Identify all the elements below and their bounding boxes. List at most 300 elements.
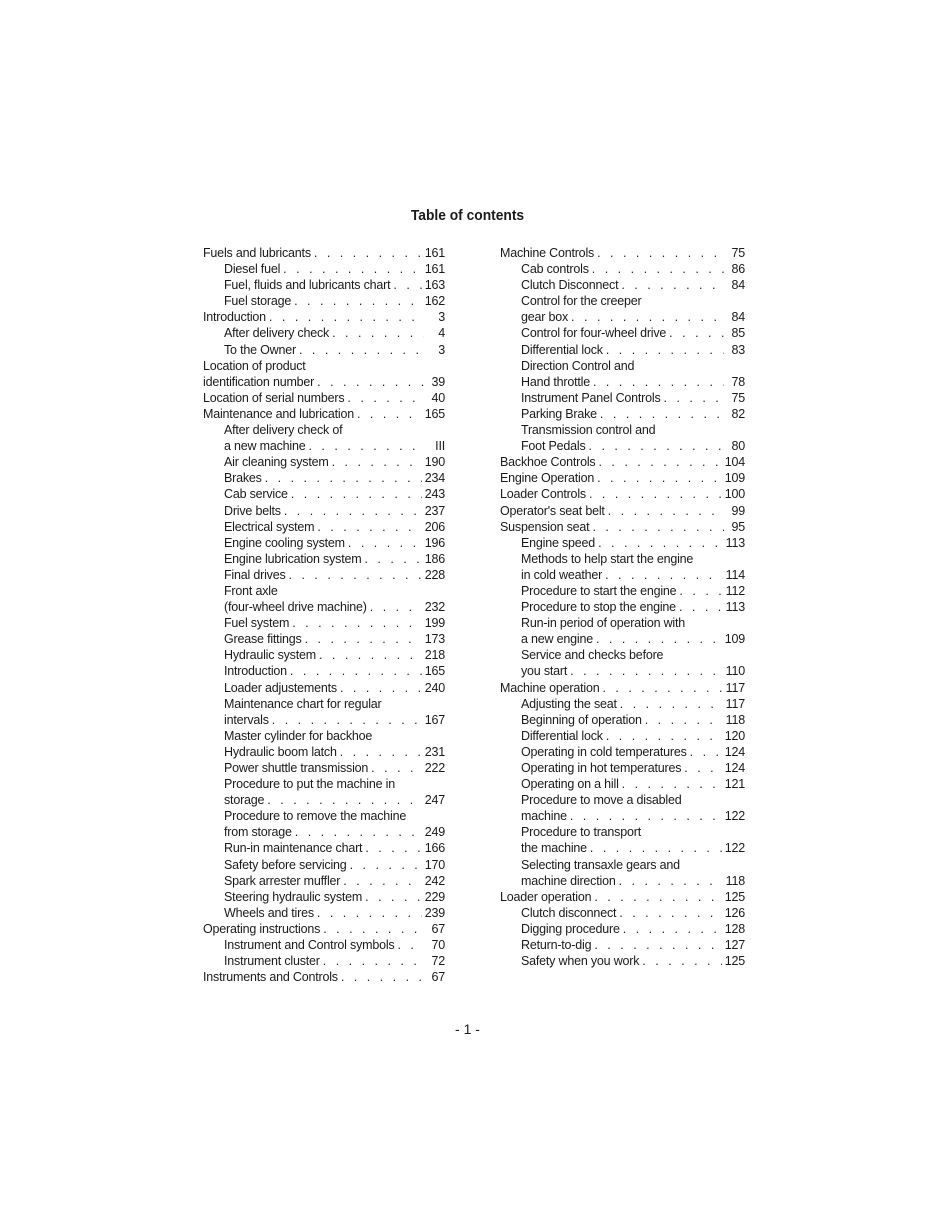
toc-dot-leader — [323, 953, 424, 969]
toc-entry-page: 173 — [424, 632, 445, 647]
toc-dot-leader — [690, 744, 722, 760]
toc-entry — [203, 921, 445, 937]
toc-entry-page: 167 — [424, 712, 445, 727]
toc-entry — [500, 438, 745, 454]
toc-entry-page: 165 — [424, 664, 445, 679]
toc-entry — [203, 728, 445, 744]
toc-entry-label: Procedure to stop the engine — [521, 600, 676, 615]
toc-dot-leader — [600, 406, 724, 422]
toc-entry — [203, 647, 445, 663]
toc-entry-label: Fuel storage — [224, 294, 292, 309]
toc-entry — [203, 358, 445, 374]
toc-entry — [203, 470, 445, 486]
toc-entry-page: 85 — [731, 326, 745, 341]
toc-dot-leader — [393, 277, 421, 293]
toc-entry — [203, 889, 445, 905]
toc-dot-leader — [370, 599, 422, 615]
toc-entry — [500, 712, 745, 728]
toc-entry-page: 186 — [424, 551, 445, 566]
toc-entry — [500, 454, 745, 470]
toc-entry — [500, 615, 745, 631]
toc-entry — [203, 680, 445, 696]
toc-entry-label: Safety when you work — [521, 954, 640, 969]
toc-entry-label: Hand throttle — [521, 374, 590, 389]
toc-entry-label: Procedure to transport — [521, 825, 641, 840]
toc-dot-leader — [295, 824, 422, 840]
toc-dot-leader — [669, 325, 724, 341]
toc-entry — [203, 325, 445, 341]
toc-entry-label: Instrument cluster — [224, 954, 320, 969]
toc-entry-label: Return-to-dig — [521, 938, 592, 953]
toc-entry-page: 112 — [725, 583, 745, 598]
toc-dot-leader — [341, 969, 424, 985]
toc-dot-leader — [347, 390, 424, 406]
toc-entry — [203, 374, 445, 390]
toc-entry-page: 40 — [431, 390, 445, 405]
toc-entry-page: 83 — [731, 342, 745, 357]
toc-entry — [203, 390, 445, 406]
toc-dot-leader — [594, 889, 721, 905]
toc-dot-leader — [284, 503, 422, 519]
toc-dot-leader — [397, 937, 424, 953]
toc-entry — [203, 261, 445, 277]
toc-entry-page: 109 — [724, 632, 745, 647]
toc-entry-label: Operating on a hill — [521, 777, 619, 792]
toc-entry — [500, 744, 745, 760]
toc-entry — [203, 663, 445, 679]
toc-entry — [203, 342, 445, 358]
toc-entry-page: 128 — [724, 921, 745, 936]
toc-entry-label: Brakes — [224, 471, 262, 486]
toc-entry — [203, 406, 445, 422]
toc-dot-leader — [606, 728, 722, 744]
toc-entry — [500, 470, 745, 486]
toc-dot-leader — [289, 567, 422, 583]
toc-dot-leader — [343, 873, 421, 889]
toc-dot-leader — [620, 696, 723, 712]
toc-entry-page: 162 — [424, 294, 445, 309]
toc-entry — [203, 519, 445, 535]
toc-entry — [203, 937, 445, 953]
toc-dot-leader — [597, 470, 722, 486]
toc-entry-page: 124 — [724, 761, 745, 775]
toc-entry-label: Diesel fuel — [224, 262, 281, 277]
toc-dot-leader — [365, 840, 421, 856]
toc-entry-page: 122 — [724, 841, 745, 856]
toc-entry-page: 240 — [424, 680, 445, 695]
page-number: - 1 - — [455, 1021, 480, 1037]
toc-entry-page: 86 — [731, 262, 745, 277]
toc-entry-label: Fuels and lubricants — [203, 246, 311, 260]
toc-entry — [203, 277, 445, 293]
toc-entry-page: 234 — [424, 471, 445, 486]
toc-dot-leader — [589, 438, 724, 454]
toc-entry-label: Loader Controls — [500, 487, 586, 502]
toc-dot-leader — [664, 390, 724, 406]
toc-dot-leader — [269, 309, 424, 325]
toc-entry-page: 67 — [431, 921, 445, 936]
toc-entry-page: 122 — [724, 809, 745, 824]
toc-entry — [500, 519, 745, 535]
toc-entry-page: 118 — [725, 712, 745, 727]
toc-entry-label: Run-in maintenance chart — [224, 841, 363, 856]
toc-entry-page: 118 — [725, 873, 745, 888]
toc-entry-label: Operating in hot temperatures — [521, 761, 682, 775]
toc-entry — [203, 744, 445, 760]
toc-entry-label: Introduction — [224, 664, 287, 679]
toc-entry-page: 243 — [424, 487, 445, 502]
toc-entry-label: Machine Controls — [500, 246, 595, 260]
toc-entry-page: 125 — [724, 889, 745, 904]
toc-entry — [500, 406, 745, 422]
toc-entry-label: Procedure to put the machine in — [224, 777, 395, 792]
toc-entry-page: 232 — [424, 600, 445, 615]
toc-entry-page: 161 — [424, 262, 445, 277]
toc-entry-page: 125 — [724, 954, 745, 969]
toc-entry-page: 249 — [424, 825, 445, 840]
toc-entry-label: identification number — [203, 374, 315, 389]
toc-entry-label: Electrical system — [224, 519, 315, 534]
toc-entry — [500, 325, 745, 341]
toc-right-column — [500, 245, 745, 969]
toc-dot-leader — [598, 535, 723, 551]
toc-dot-leader — [317, 519, 421, 535]
toc-dot-leader — [590, 840, 722, 856]
toc-entry-label: Maintenance chart for regular — [224, 696, 382, 711]
toc-entry-label: Wheels and tires — [224, 905, 314, 920]
toc-dot-leader — [593, 374, 724, 390]
toc-entry-label: Methods to help start the engine — [521, 551, 694, 566]
toc-entry — [203, 696, 445, 712]
toc-entry — [500, 840, 745, 856]
toc-dot-leader — [357, 406, 422, 422]
toc-entry-label: Operator's seat belt — [500, 503, 605, 518]
toc-entry-label: Selecting transaxle gears and — [521, 857, 680, 872]
toc-dot-leader — [323, 921, 424, 937]
toc-entry — [500, 696, 745, 712]
toc-entry-page: 199 — [424, 616, 445, 631]
toc-entry — [500, 342, 745, 358]
toc-entry-label: Introduction — [203, 310, 266, 325]
toc-entry-label: Cab service — [224, 487, 288, 502]
toc-dot-leader — [606, 342, 724, 358]
toc-entry-page: 75 — [731, 390, 745, 405]
toc-entry-label: Loader operation — [500, 889, 592, 904]
toc-entry-label: Cab controls — [521, 262, 589, 277]
toc-dot-leader — [371, 760, 422, 776]
toc-entry-page: 247 — [424, 793, 445, 808]
toc-dot-leader — [365, 889, 422, 905]
toc-dot-leader — [645, 712, 723, 728]
toc-entry-label: Power shuttle transmission — [224, 761, 369, 775]
toc-entry-label: Engine cooling system — [224, 535, 345, 550]
toc-entry-label: Grease fittings — [224, 632, 302, 647]
toc-entry-label: machine direction — [521, 873, 616, 888]
toc-dot-leader — [571, 309, 724, 325]
toc-entry — [500, 599, 745, 615]
toc-entry-page: 78 — [731, 374, 745, 389]
toc-entry — [500, 808, 745, 824]
toc-entry-page: 196 — [424, 535, 445, 550]
toc-dot-leader — [340, 744, 422, 760]
toc-entry-page: 113 — [725, 535, 745, 550]
toc-entry-label: Suspension seat — [500, 519, 590, 534]
toc-entry — [203, 808, 445, 824]
toc-entry-label: you start — [521, 664, 568, 679]
toc-entry-page: 239 — [424, 905, 445, 920]
toc-entry-page: 231 — [424, 744, 445, 759]
toc-entry-label: a new machine — [224, 439, 306, 454]
toc-entry-label: Location of product — [203, 358, 306, 373]
toc-entry-label: Maintenance and lubrication — [203, 406, 354, 421]
toc-entry-page: 127 — [724, 938, 745, 953]
toc-entry-label: machine — [521, 809, 567, 824]
toc-entry-page: 237 — [424, 503, 445, 518]
toc-entry-label: Operating instructions — [203, 921, 321, 936]
toc-entry — [203, 905, 445, 921]
toc-entry-label: Hydraulic boom latch — [224, 744, 337, 759]
toc-entry-label: Fuel system — [224, 616, 290, 631]
toc-entry-label: Adjusting the seat — [521, 696, 617, 711]
toc-entry-label: Operating in cold temperatures — [521, 744, 687, 759]
toc-entry-page: 218 — [424, 648, 445, 663]
toc-entry-label: Fuel, fluids and lubricants chart — [224, 278, 391, 293]
toc-entry-page: 222 — [424, 761, 445, 775]
toc-entry — [203, 840, 445, 856]
toc-entry-page: 104 — [724, 455, 745, 470]
toc-entry — [203, 857, 445, 873]
toc-dot-leader — [619, 873, 723, 889]
toc-entry — [500, 503, 745, 519]
toc-entry — [203, 245, 445, 261]
toc-entry-label: Digging procedure — [521, 921, 620, 936]
toc-entry — [500, 647, 745, 663]
toc-entry-label: Differential lock — [521, 728, 603, 743]
toc-entry — [203, 712, 445, 728]
toc-entry-page: 100 — [724, 487, 745, 502]
toc-entry — [203, 631, 445, 647]
toc-dot-leader — [350, 857, 422, 873]
toc-dot-leader — [602, 680, 722, 696]
toc-dot-leader — [570, 663, 723, 679]
toc-entry-page: 161 — [424, 246, 445, 260]
toc-dot-leader — [596, 631, 722, 647]
toc-entry — [500, 358, 745, 374]
toc-entry-label: storage — [224, 793, 265, 808]
toc-entry-label: Beginning of operation — [521, 712, 642, 727]
toc-entry — [500, 245, 745, 261]
toc-entry-page: 206 — [424, 519, 445, 534]
toc-entry-page: 190 — [424, 455, 445, 470]
toc-entry-label: Differential lock — [521, 342, 603, 357]
toc-entry-page: 3 — [438, 310, 445, 325]
toc-entry-label: Air cleaning system — [224, 455, 329, 470]
toc-entry-page: 114 — [725, 567, 745, 582]
toc-entry-label: the machine — [521, 841, 587, 856]
toc-dot-leader — [619, 905, 721, 921]
toc-entry — [500, 663, 745, 679]
toc-dot-leader — [291, 486, 422, 502]
toc-entry-page: 75 — [731, 246, 745, 260]
toc-entry — [203, 551, 445, 567]
toc-entry-page: 39 — [431, 374, 445, 389]
toc-entry — [203, 873, 445, 889]
toc-dot-leader — [308, 438, 424, 454]
toc-entry — [500, 390, 745, 406]
toc-dot-leader — [594, 937, 721, 953]
toc-entry — [203, 422, 445, 438]
toc-entry-page: III — [435, 439, 445, 454]
toc-entry — [203, 293, 445, 309]
toc-entry-label: Instrument Panel Controls — [521, 390, 661, 405]
toc-entry-label: After delivery check of — [224, 423, 343, 438]
toc-entry-page: 229 — [424, 889, 445, 904]
toc-entry-label: Clutch disconnect — [521, 905, 617, 920]
toc-entry — [203, 824, 445, 840]
toc-dot-leader — [290, 663, 422, 679]
toc-dot-leader — [294, 293, 422, 309]
toc-dot-leader — [679, 599, 723, 615]
toc-entry-label: Control for four-wheel drive — [521, 326, 667, 341]
toc-entry — [500, 937, 745, 953]
toc-entry — [500, 277, 745, 293]
toc-entry-page: 242 — [424, 873, 445, 888]
toc-entry-label: Backhoe Controls — [500, 455, 596, 470]
toc-dot-leader — [642, 953, 721, 969]
toc-entry-page: 117 — [725, 696, 745, 711]
toc-dot-leader — [364, 551, 421, 567]
toc-entry-label: Drive belts — [224, 503, 281, 518]
toc-entry-label: Procedure to start the engine — [521, 583, 677, 598]
toc-entry — [500, 680, 745, 696]
toc-dot-leader — [608, 503, 724, 519]
toc-entry — [203, 615, 445, 631]
toc-entry — [203, 953, 445, 969]
toc-dot-leader — [598, 454, 721, 470]
toc-entry — [203, 583, 445, 599]
toc-entry — [203, 309, 445, 325]
toc-entry — [203, 486, 445, 502]
toc-entry — [500, 824, 745, 840]
toc-entry-page: 84 — [731, 310, 745, 325]
toc-entry — [203, 760, 445, 776]
toc-entry — [500, 905, 745, 921]
toc-entry-label: Clutch Disconnect — [521, 278, 619, 293]
toc-entry-label: Steering hydraulic system — [224, 889, 363, 904]
toc-entry — [500, 261, 745, 277]
toc-dot-leader — [684, 760, 721, 776]
toc-entry-label: Procedure to remove the machine — [224, 809, 407, 824]
toc-entry — [500, 792, 745, 808]
toc-entry-label: Direction Control and — [521, 358, 635, 373]
toc-entry-label: Master cylinder for backhoe — [224, 728, 373, 743]
toc-entry-label: To the Owner — [224, 342, 296, 357]
toc-entry — [203, 535, 445, 551]
toc-dot-leader — [679, 583, 722, 599]
toc-entry — [203, 776, 445, 792]
toc-entry-label: Parking Brake — [521, 406, 597, 421]
page-title: Table of contents — [410, 207, 525, 224]
toc-dot-leader — [348, 535, 422, 551]
toc-entry-label: After delivery check — [224, 326, 330, 341]
toc-entry — [203, 792, 445, 808]
toc-entry-page: 4 — [438, 326, 445, 341]
toc-dot-leader — [592, 519, 724, 535]
toc-entry — [500, 631, 745, 647]
toc-left-column — [203, 245, 445, 985]
toc-entry — [500, 583, 745, 599]
toc-entry-page: 228 — [424, 567, 445, 582]
toc-dot-leader — [299, 342, 424, 358]
toc-entry-page: 124 — [724, 744, 745, 759]
toc-entry-page: 120 — [724, 728, 745, 743]
toc-entry-page: 70 — [431, 938, 445, 953]
toc-entry — [500, 535, 745, 551]
toc-entry — [500, 760, 745, 776]
toc-entry-page: 113 — [725, 600, 745, 615]
toc-entry — [500, 374, 745, 390]
toc-entry-page: 84 — [731, 278, 745, 293]
toc-entry-label: Engine speed — [521, 535, 596, 550]
toc-dot-leader — [570, 808, 722, 824]
toc-entry-page: 163 — [424, 278, 445, 293]
toc-entry-label: Final drives — [224, 567, 286, 582]
toc-entry-page: 165 — [424, 406, 445, 421]
toc-entry-label: a new engine — [521, 632, 593, 647]
toc-dot-leader — [622, 776, 722, 792]
toc-entry — [500, 857, 745, 873]
toc-dot-leader — [623, 921, 722, 937]
toc-dot-leader — [589, 486, 722, 502]
toc-dot-leader — [332, 454, 422, 470]
toc-entry-label: Control for the creeper — [521, 294, 642, 309]
toc-dot-leader — [267, 792, 421, 808]
toc-entry — [203, 969, 445, 985]
toc-dot-leader — [621, 277, 724, 293]
toc-entry — [203, 599, 445, 615]
toc-entry — [500, 486, 745, 502]
toc-entry-page: 110 — [725, 664, 745, 679]
toc-entry — [500, 889, 745, 905]
toc-entry-page: 109 — [724, 471, 745, 486]
toc-dot-leader — [314, 245, 422, 261]
toc-entry-label: from storage — [224, 825, 292, 840]
toc-entry-page: 170 — [424, 857, 445, 872]
toc-dot-leader — [305, 631, 422, 647]
toc-entry — [500, 567, 745, 583]
toc-entry-label: Machine operation — [500, 680, 600, 695]
toc-entry-page: 3 — [438, 342, 445, 357]
toc-entry — [500, 953, 745, 969]
toc-dot-leader — [340, 680, 422, 696]
toc-entry — [500, 422, 745, 438]
toc-entry — [203, 503, 445, 519]
toc-entry-label: Front axle — [224, 583, 278, 598]
toc-dot-leader — [283, 261, 422, 277]
toc-entry-page: 126 — [724, 905, 745, 920]
toc-entry-label: Service and checks before — [521, 648, 664, 663]
toc-entry-label: Hydraulic system — [224, 648, 316, 663]
toc-entry — [500, 309, 745, 325]
toc-entry-label: (four-wheel drive machine) — [224, 600, 367, 615]
toc-entry-label: in cold weather — [521, 567, 603, 582]
toc-entry — [500, 728, 745, 744]
toc-entry-label: Safety before servicing — [224, 857, 347, 872]
toc-entry-page: 67 — [431, 970, 445, 985]
toc-dot-leader — [292, 615, 422, 631]
toc-dot-leader — [272, 712, 422, 728]
toc-entry-label: Instruments and Controls — [203, 970, 338, 985]
